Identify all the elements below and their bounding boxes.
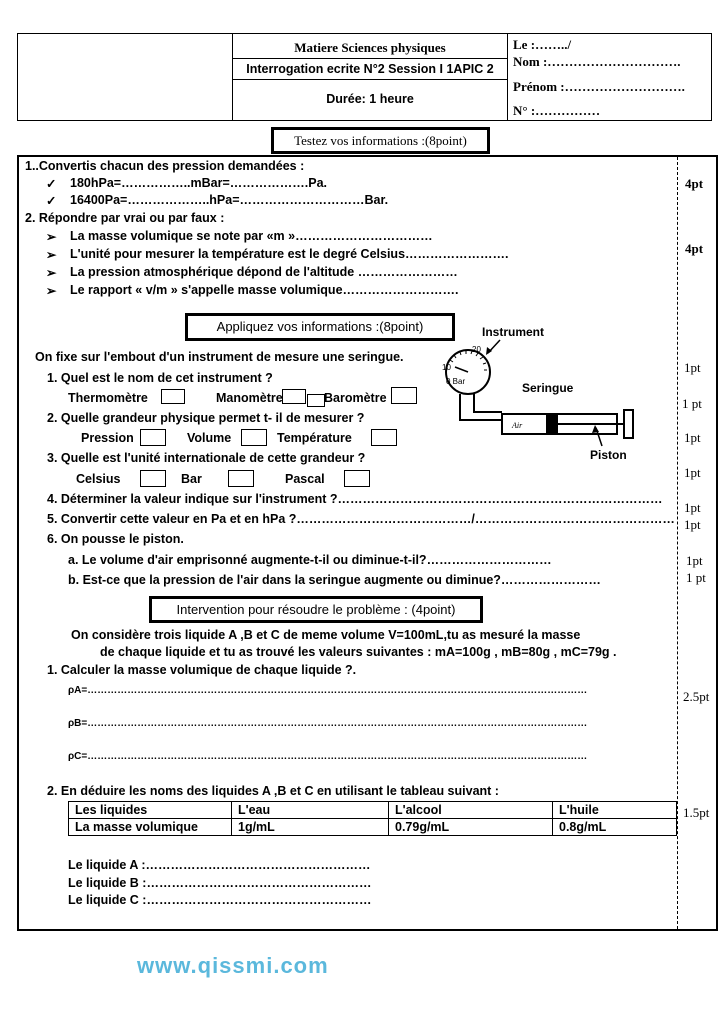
table-cell: L'alcool <box>389 802 553 819</box>
checkbox-volume[interactable] <box>241 429 267 446</box>
s1-q2-item-1: La masse volumique se note par «m »…………………………… <box>70 229 433 243</box>
instrument-label: Instrument <box>482 325 545 339</box>
s2-q6a: a. Le volume d'air emprisonné augmente-t-il ou diminue-t-il?………………………… <box>68 553 552 567</box>
gauge-label-20: 20 <box>472 345 481 354</box>
date-field: Le :……../ <box>513 37 572 52</box>
s2-q4: 4. Déterminer la valeur indique sur l'instrument ?…………………………………………………………………… <box>47 492 663 506</box>
s2-points-2: 1 pt <box>682 396 702 411</box>
s2-points-5: 1pt <box>684 500 701 515</box>
check-mark-1: ✓ <box>46 177 57 191</box>
s3-intro-2: de chaque liquide et tu as trouvé les valeurs suivantes : mA=100g , mB=80g , mC=79g . <box>100 645 617 659</box>
rho-a-line: ρA=…………………………………………………………………………………………………………………………………… <box>68 685 588 696</box>
checkbox-manometre-extra[interactable] <box>307 394 325 407</box>
connecting-tube-inner <box>474 394 502 412</box>
s2-q2: 2. Quelle grandeur physique permet t- il de mesurer ? <box>47 411 365 425</box>
arrow-icon-4: ➢ <box>46 284 57 298</box>
s2-q1: 1. Quel est le nom de cet instrument ? <box>47 371 273 385</box>
table-cell: 0.8g/mL <box>553 819 677 836</box>
checkbox-bar[interactable] <box>228 470 254 487</box>
checkbox-celsius[interactable] <box>140 470 166 487</box>
table-cell: 0.79g/mL <box>389 819 553 836</box>
exam-title: Interrogation ecrite N°2 Session I 1APIC 2 <box>246 62 494 76</box>
s1-q2: 2. Répondre par vrai ou par faux : <box>25 211 225 225</box>
header-row-divider-1 <box>232 58 508 59</box>
s3-q2: 2. En déduire les noms des liquides A ,B et C en utilisant le tableau suivant : <box>47 784 499 798</box>
table-cell: La masse volumique <box>69 819 232 836</box>
checkbox-thermometre[interactable] <box>161 389 185 404</box>
s1-q1-item-1: 180hPa=……………..mBar=……………….Pa. <box>70 176 328 190</box>
s2-points-8: 1 pt <box>686 570 706 585</box>
check-mark-2: ✓ <box>46 194 57 208</box>
piston-label: Piston <box>590 448 627 462</box>
s3-q1: 1. Calculer la masse volumique de chaque liquide ?. <box>47 663 357 677</box>
table-row <box>69 802 677 819</box>
option-thermometre: Thermomètre <box>68 391 148 405</box>
air-label: Air <box>512 421 523 430</box>
option-temperature: Température <box>277 431 352 445</box>
arrow-icon-1: ➢ <box>46 230 57 244</box>
syringe-label: Seringue <box>522 381 574 395</box>
points-column-divider <box>677 157 678 929</box>
s1-q2-item-3: La pression atmosphérique dépond de l'altitude …………………… <box>70 265 458 279</box>
option-volume: Volume <box>187 431 232 445</box>
liquids-table <box>68 801 677 836</box>
s2-points-3: 1pt <box>684 430 701 445</box>
table-row <box>69 819 677 836</box>
header-row-divider-2 <box>232 79 508 80</box>
s1-q2-item-2: L'unité pour mesurer la température est le degré Celsius……………………. <box>70 247 509 261</box>
duration: Durée: 1 heure <box>326 92 414 106</box>
s3-q2-points: 1.5pt <box>683 805 710 820</box>
checkbox-manometre[interactable] <box>282 389 306 404</box>
s2-points-4: 1pt <box>684 465 701 480</box>
table-cell: L'huile <box>553 802 677 819</box>
table-cell: Les liquides <box>69 802 232 819</box>
piston-head <box>546 414 558 434</box>
checkbox-pascal[interactable] <box>344 470 370 487</box>
arrow-icon-3: ➢ <box>46 266 57 280</box>
option-bar: Bar <box>181 472 202 486</box>
s2-points-7: 1pt <box>686 553 703 568</box>
gauge-label-10: 10 <box>442 363 451 372</box>
piston-handle <box>624 410 633 438</box>
number-field: N° :…………… <box>513 103 601 118</box>
checkbox-temperature[interactable] <box>371 429 397 446</box>
checkbox-pression[interactable] <box>140 429 166 446</box>
table-cell: 1g/mL <box>232 819 389 836</box>
s2-q6: 6. On pousse le piston. <box>47 532 184 546</box>
s1-q2-item-4: Le rapport « v/m » s'appelle masse volumique………………………. <box>70 283 459 297</box>
s2-intro: On fixe sur l'embout d'un instrument de mesure une seringue. <box>35 350 404 364</box>
connecting-tube-outer <box>460 394 502 420</box>
checkbox-barometre[interactable] <box>391 387 417 404</box>
section2-title: Appliquez vos informations :(8point) <box>185 313 455 341</box>
gauge-label-0bar: 0 Bar <box>446 377 466 386</box>
s2-q3: 3. Quelle est l'unité internationale de cette grandeur ? <box>47 451 366 465</box>
rho-c-line: ρC=…………………………………………………………………………………………………………………………………… <box>68 751 588 762</box>
instrument-arrowhead <box>486 347 492 355</box>
s2-q6b: b. Est-ce que la pression de l'air dans la seringue augmente ou diminue?…………………… <box>68 573 601 587</box>
option-pascal: Pascal <box>285 472 325 486</box>
section1-title: Testez vos informations :(8point) <box>271 127 490 154</box>
option-manometre: Manomètre <box>216 391 283 405</box>
manometer-syringe-figure <box>420 320 650 470</box>
s1-q2-points: 4pt <box>685 241 704 256</box>
answer-liquid-a: Le liquide A :……………………………………………… <box>68 858 371 872</box>
answer-liquid-c: Le liquide C :……………………………………………… <box>68 893 372 907</box>
s2-points-1: 1pt <box>684 360 701 375</box>
firstname-field: Prénom :………………………. <box>513 79 685 94</box>
option-pression: Pression <box>81 431 134 445</box>
name-field: Nom :…………………………. <box>513 54 681 69</box>
s1-q1: 1..Convertis chacun des pression demandées : <box>25 159 305 173</box>
rho-b-line: ρB=…………………………………………………………………………………………………………………………………… <box>68 718 588 729</box>
s1-q1-points: 4pt <box>685 176 704 191</box>
website-watermark[interactable]: www.qissmi.com <box>137 953 329 978</box>
s2-points-6: 1pt <box>684 517 701 532</box>
subject-title: Matiere Sciences physiques <box>294 40 446 55</box>
option-celsius: Celsius <box>76 472 121 486</box>
s3-intro-1: On considère trois liquide A ,B et C de meme volume V=100mL,tu as mesuré la masse <box>71 628 581 642</box>
s2-q5: 5. Convertir cette valeur en Pa et en hPa ?……………………………………/………………………………………… <box>47 512 675 526</box>
s3-q1-points: 2.5pt <box>683 689 710 704</box>
table-cell: L'eau <box>232 802 389 819</box>
answer-liquid-b: Le liquide B :……………………………………………… <box>68 876 372 890</box>
section3-title: Intervention pour résoudre le problème : (4point) <box>149 596 483 623</box>
s1-q1-item-2: 16400Pa=………………..hPa=…………………………Bar. <box>70 193 389 207</box>
arrow-icon-2: ➢ <box>46 248 57 262</box>
option-barometre: Baromètre <box>324 391 387 405</box>
